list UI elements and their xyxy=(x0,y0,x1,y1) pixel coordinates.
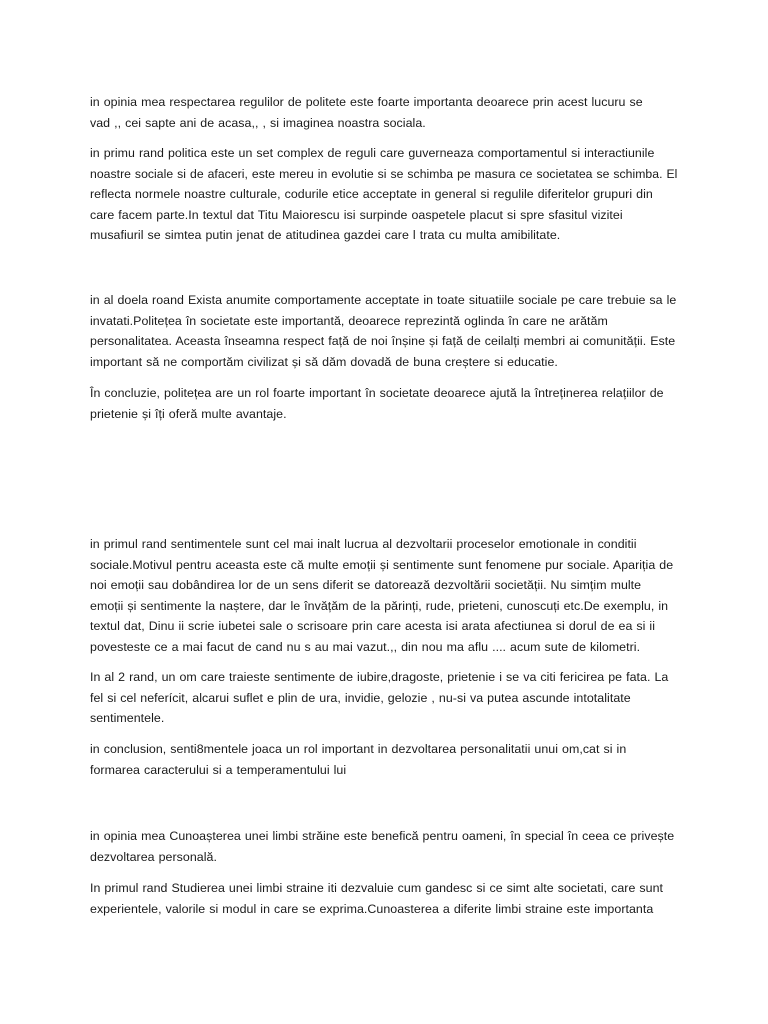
paragraph-languages-intro xyxy=(90,826,682,867)
text-line: In primul rand Studierea unei limbi straine iti dezvaluie cum gandesc si ce simt alte societati, care sunt xyxy=(90,881,664,895)
text-line: in primu rand politica este un set complex de reguli care guverneaza comportamentul si interactiunile xyxy=(90,146,655,160)
text-line: experientele, valorile si modul in care se exprima.Cunoasterea a diferite limbi straine este importanta xyxy=(90,901,654,916)
text-line: in al doela roand Exista anumite comportamente acceptate in toate situatiile sociale pe care trebuie sa le xyxy=(90,293,677,307)
text-line: textul dat, Dinu ii scrie iubetei sale o scrisoare prin care acesta isi arata afectiunea si dorul de ea si ii xyxy=(90,619,656,633)
paragraph-politeness-second xyxy=(90,290,682,372)
text-line: invatati.Politețea în societate este importantă, deoarece reprezintă oglinda în care ne arătăm xyxy=(90,313,608,328)
paragraph-languages-first xyxy=(90,878,682,919)
text-line: in opinia mea Cunoașterea unei limbi străine este benefică pentru oameni, în special în ceea ce privește xyxy=(90,829,675,843)
text-line: important să ne comportăm civilizat și să dăm dovadă de buna creștere si educatie. xyxy=(90,354,558,369)
text-line: prietenie și îți oferă multe avantaje. xyxy=(90,406,287,421)
text-line: emoții și sentimente la naștere, dar le învățăm de la părinți, rude, prieteni, cunoscuți etc.De exemplu, in xyxy=(90,598,669,613)
text-line: fel si cel neferícit, alcarui suflet e plin de ura, invidie, gelozie , nu-si va putea ascunde intotalitate xyxy=(90,690,631,705)
text-line: povesteste ce a mai facut de cand nu s au mai vazut.,, din nou ma aflu .... acum sute de kilometri. xyxy=(90,639,641,654)
text-line: in conclusion, senti8mentele joaca un rol important in dezvoltarea personalitatii unui om,cat si in xyxy=(90,742,627,756)
text-line: in primul rand sentimentele sunt cel mai inalt lucrua al dezvoltarii proceselor emotionale in conditii xyxy=(90,537,637,551)
paragraph-feelings-conclusion xyxy=(90,739,682,780)
text-line: formarea caracterului si a temperamentului lui xyxy=(90,762,347,777)
text-line: dezvoltarea personală. xyxy=(90,849,217,864)
text-line: noi emoții sau dobândirea lor de un sens diferit se datorează dezvoltării societății. Nu simțim multe xyxy=(90,578,642,592)
text-line: sociale.Motivul pentru aceasta este că multe emoții și sentimente sunt fenomene pur sociale. Apariția de xyxy=(90,557,674,572)
text-line: in opinia mea respectarea regulilor de politete este foarte importanta deoarece prin acest lucuru se xyxy=(90,95,643,109)
paragraph-politeness-conclusion xyxy=(90,383,682,424)
paragraph-politeness-first xyxy=(90,143,682,246)
text-line: vad ,, cei sapte ani de acasa,, , si imaginea noastra sociala. xyxy=(90,115,426,130)
text-line: În concluzie, politețea are un rol foarte important în societate deoarece ajută la întreținerea relațiilor de xyxy=(90,386,664,400)
text-line: In al 2 rand, un om care traieste sentimente de iubire,dragoste, prietenie i se va citi fericirea pe fata. La xyxy=(90,670,669,684)
paragraph-feelings-second xyxy=(90,667,682,729)
text-line: musafiuril se simtea putin jenat de atitudinea gazdei care l trata cu multa amibilitate. xyxy=(90,228,561,242)
paragraph-feelings-first xyxy=(90,534,682,657)
paragraph-politeness-intro xyxy=(90,92,682,133)
text-line: personalitatea. Aceasta înseamna respect față de noi înșine și față de ceilalți membri ai comunității. Este xyxy=(90,334,676,348)
text-line: sentimentele. xyxy=(90,711,165,725)
text-line: care facem parte.In textul dat Titu Maiorescu isi surpinde oaspetele placut si spre sfasitul vizitei xyxy=(90,207,623,222)
text-line: noastre sociale si de afaceri, este mereu in evolutie si se schimba pe masura ce societatea se schimba. El xyxy=(90,166,678,181)
text-line: reflecta normele noastre culturale, codurile etice acceptate in general si regulile diferitelor grupuri din xyxy=(90,187,653,201)
